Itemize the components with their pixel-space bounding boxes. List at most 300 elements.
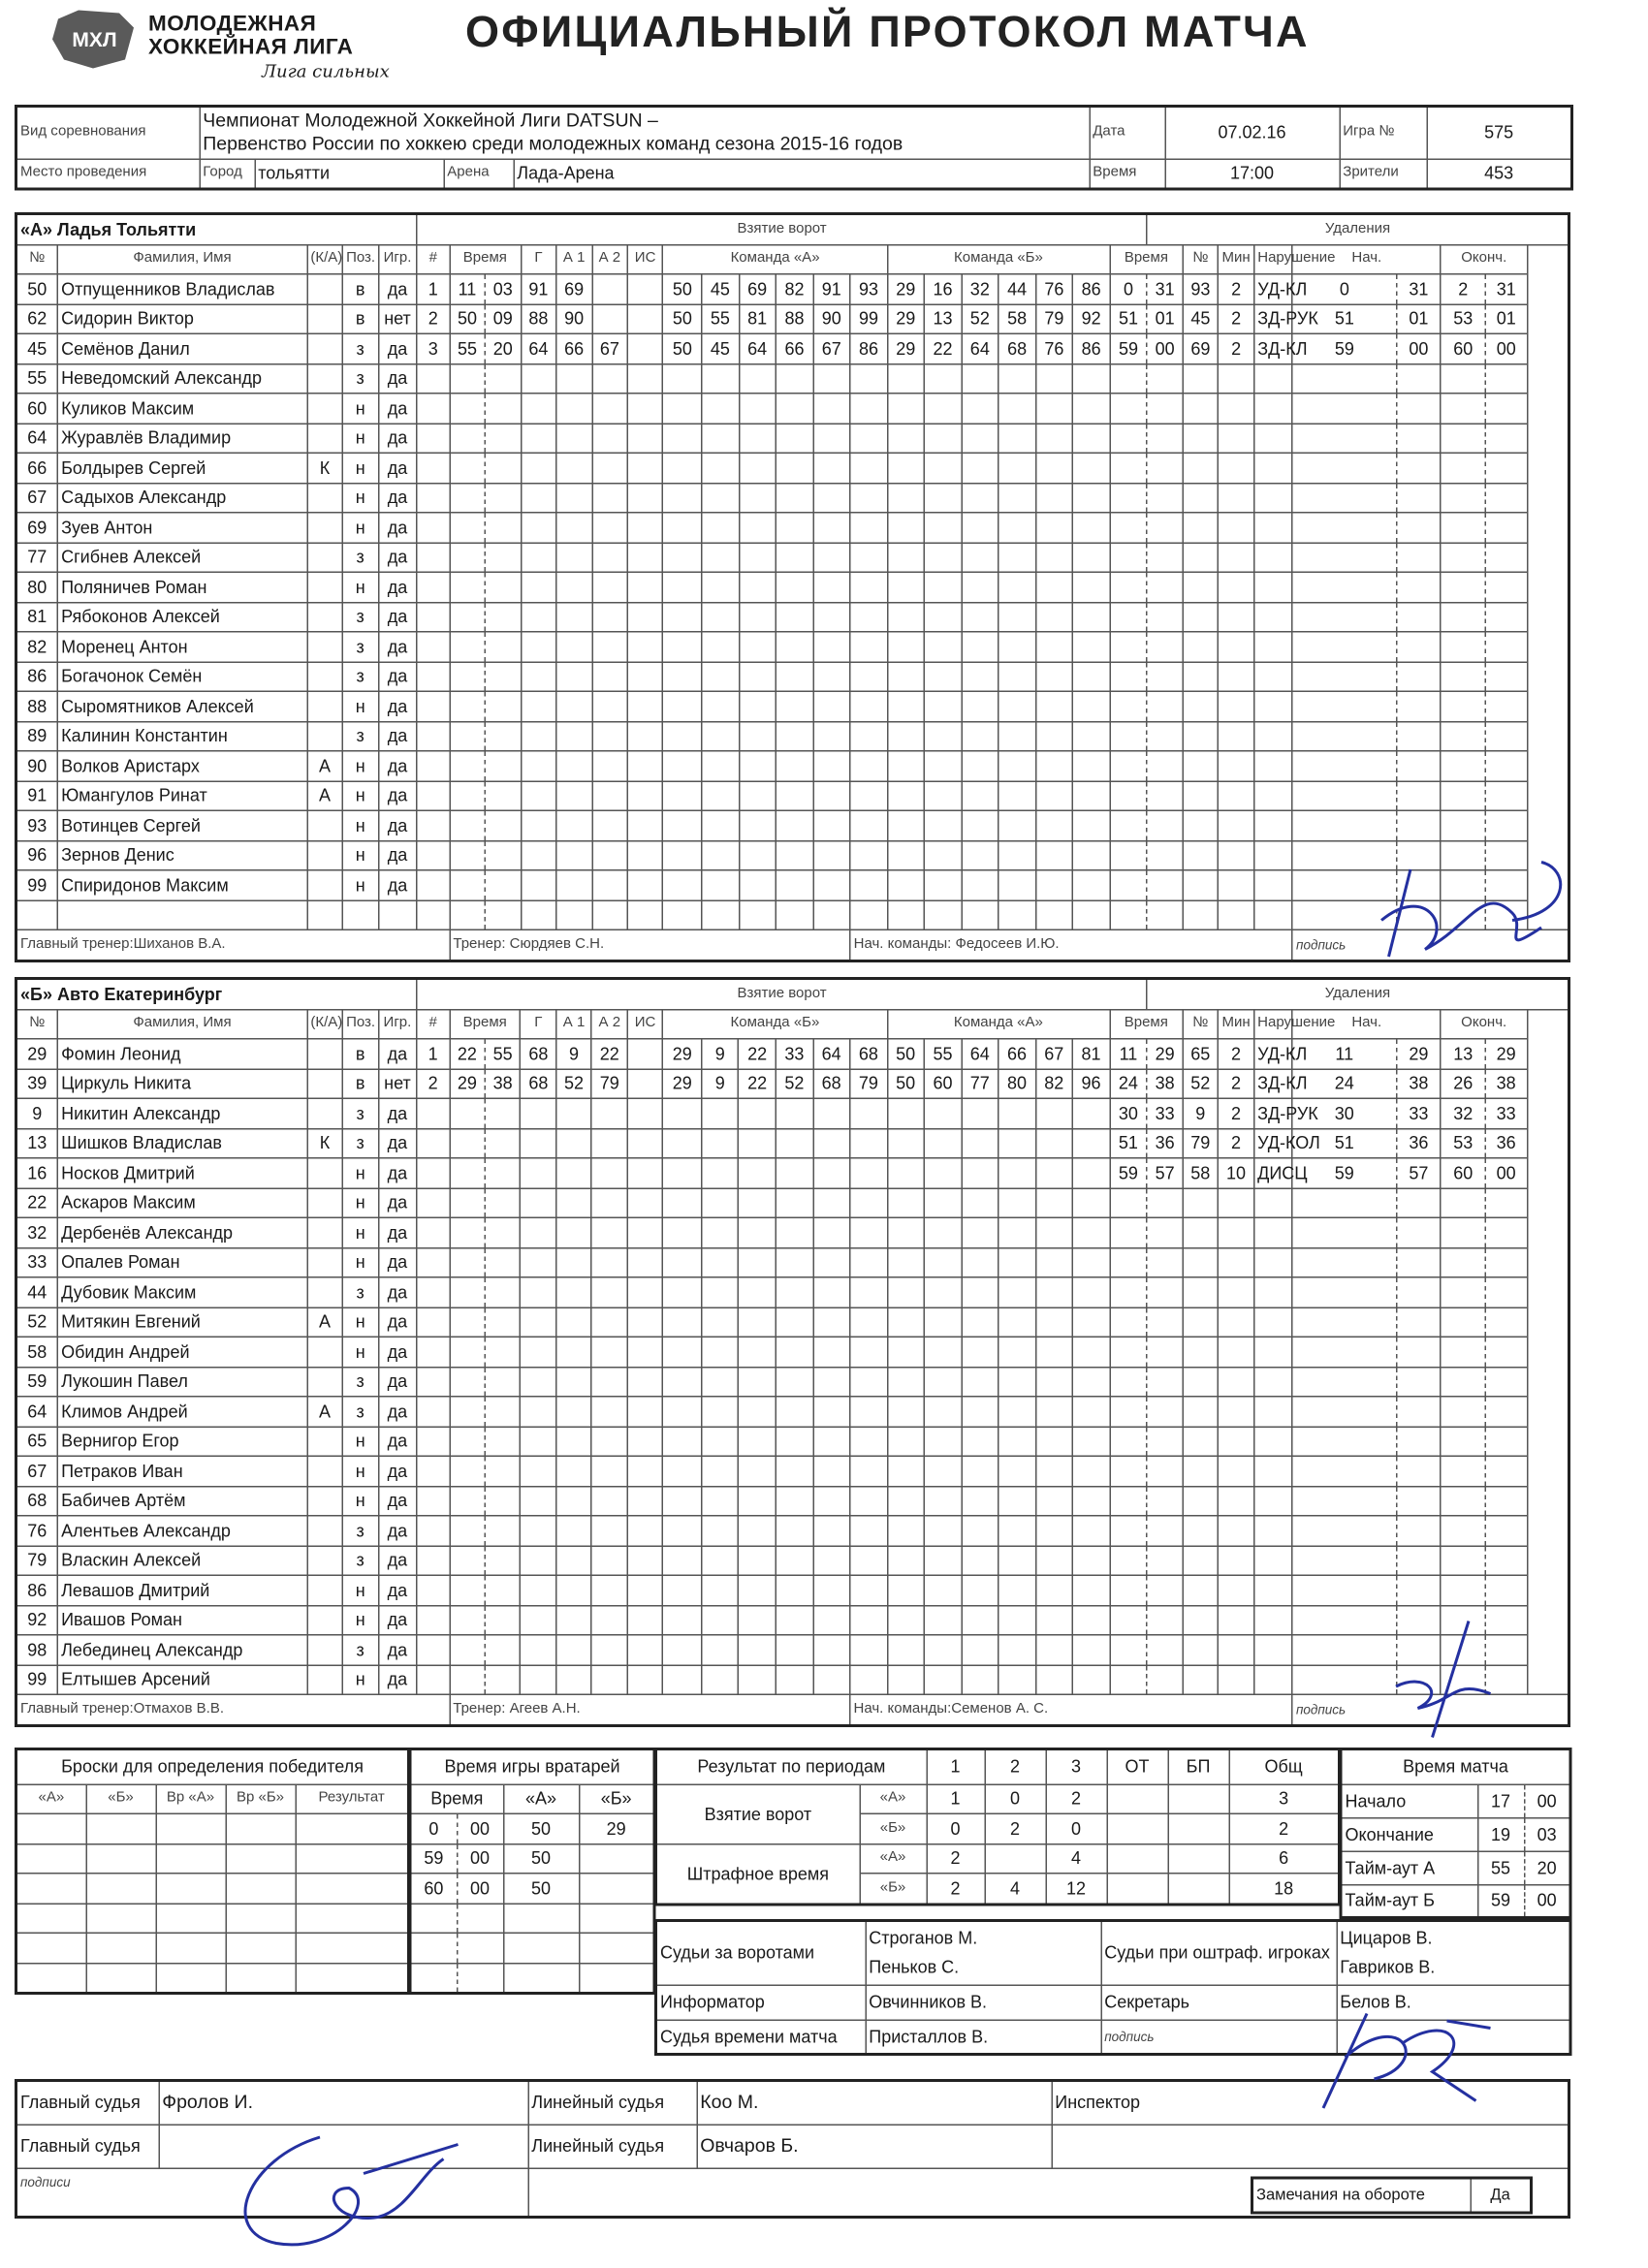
pen-start-sec bbox=[1396, 1427, 1441, 1457]
lineup-2-player bbox=[887, 1098, 924, 1128]
goal-assist-1 bbox=[556, 1158, 592, 1188]
lineup-1-player bbox=[776, 572, 812, 602]
goalie-row bbox=[410, 1843, 654, 1874]
pen-end-min bbox=[1441, 1337, 1485, 1367]
goal-minute bbox=[450, 1486, 486, 1516]
player-role bbox=[307, 840, 343, 870]
lineup-1-player bbox=[776, 1158, 812, 1188]
goal-minute bbox=[450, 602, 486, 632]
lineup-1-player bbox=[813, 1486, 850, 1516]
goal-assist-1 bbox=[556, 662, 592, 692]
lineup-1-player bbox=[850, 363, 887, 394]
player-row bbox=[16, 840, 1569, 870]
pen-player bbox=[1183, 1486, 1219, 1516]
lineup-1-player bbox=[663, 572, 702, 602]
pen-end-sec bbox=[1485, 900, 1527, 930]
pen-start-sec bbox=[1396, 572, 1441, 602]
col-pos: Поз. bbox=[342, 244, 378, 274]
goalie-second bbox=[457, 1963, 503, 1994]
pen-second: 00 bbox=[1147, 333, 1183, 363]
col-goal: Г bbox=[521, 1009, 556, 1039]
shootout-row bbox=[16, 1874, 409, 1904]
col-a1: А 1 bbox=[556, 1009, 592, 1039]
pen-end-min bbox=[1441, 602, 1485, 632]
player-role bbox=[307, 1158, 343, 1188]
match-time-hour: 59 bbox=[1477, 1884, 1524, 1918]
lineup-2-player bbox=[998, 721, 1035, 751]
pen-start-sec bbox=[1396, 1337, 1441, 1367]
goal-number bbox=[417, 1128, 450, 1158]
lineup-1-player: 69 bbox=[739, 274, 776, 304]
lineup-2-player bbox=[1035, 900, 1072, 930]
lineup-1-player bbox=[850, 483, 887, 513]
pen-minute bbox=[1110, 1635, 1148, 1665]
lineup-2-player bbox=[1035, 1486, 1072, 1516]
lineup-2-player bbox=[924, 363, 961, 394]
period-row bbox=[656, 1784, 1340, 1814]
lineup-1-player bbox=[739, 572, 776, 602]
player-played: да bbox=[378, 1427, 417, 1457]
lineup-1-player bbox=[739, 1665, 776, 1695]
player-played: да bbox=[378, 572, 417, 602]
pen-infraction: УД-КЛ bbox=[1253, 1039, 1292, 1069]
goal-assist-1 bbox=[556, 572, 592, 602]
goal-assist-1 bbox=[556, 1128, 592, 1158]
period-value: 3 bbox=[1229, 1784, 1340, 1814]
goal-assist-2 bbox=[591, 1217, 627, 1247]
period-value bbox=[1168, 1843, 1229, 1874]
pen-start-sec bbox=[1396, 810, 1441, 840]
goal-minute: 55 bbox=[450, 333, 486, 363]
player-played: да bbox=[378, 840, 417, 870]
lineup-2-player bbox=[887, 1605, 924, 1635]
period-value bbox=[1107, 1813, 1168, 1843]
lineup-1-player bbox=[663, 513, 702, 543]
goalie-b: 29 bbox=[579, 1813, 654, 1843]
goal-assist-2 bbox=[591, 1635, 627, 1665]
lineup-1-player bbox=[739, 1546, 776, 1576]
lineup-2-player bbox=[887, 900, 924, 930]
pen-end-sec: 01 bbox=[1485, 304, 1527, 334]
player-name: Дубовик Максим bbox=[57, 1277, 306, 1307]
lineup-2-player: 66 bbox=[998, 1039, 1035, 1069]
pen-end-min bbox=[1441, 1605, 1485, 1635]
player-number: 88 bbox=[16, 691, 58, 721]
pen-second bbox=[1147, 1247, 1183, 1277]
lineup-1-player bbox=[702, 394, 739, 424]
player-row bbox=[16, 1069, 1569, 1099]
pen-end-min bbox=[1441, 1307, 1485, 1338]
player-row bbox=[16, 483, 1569, 513]
lineup-2-player bbox=[1072, 1337, 1109, 1367]
goal-situation bbox=[627, 751, 663, 781]
lineup-1-player bbox=[702, 1516, 739, 1546]
match-time-hour: 17 bbox=[1477, 1784, 1524, 1818]
goal-situation bbox=[627, 1427, 663, 1457]
period-value bbox=[1107, 1843, 1168, 1874]
lineup-1-player bbox=[739, 1575, 776, 1605]
match-time-row bbox=[1341, 1784, 1570, 1818]
lineup-1-player bbox=[739, 424, 776, 454]
player-name: Юмангулов Ринат bbox=[57, 781, 306, 811]
lineup-1-player bbox=[663, 394, 702, 424]
goal-second bbox=[485, 1158, 521, 1188]
lineup-2-player bbox=[1073, 900, 1110, 930]
player-role bbox=[307, 1247, 343, 1277]
player-played: да bbox=[378, 662, 417, 692]
goal-scorer bbox=[521, 1665, 556, 1695]
lineup-1-player bbox=[776, 1188, 812, 1218]
lineup-1-player bbox=[776, 1427, 812, 1457]
goal-scorer bbox=[521, 781, 556, 811]
pen-second bbox=[1147, 870, 1183, 900]
lineup-2-player bbox=[924, 1665, 961, 1695]
head-coach: Главный тренер:Шиханов В.А. bbox=[16, 929, 450, 961]
shootout-cell bbox=[296, 1933, 409, 1963]
goal-scorer bbox=[521, 572, 556, 602]
ref-1: Фролов И. bbox=[159, 2081, 528, 2125]
player-position bbox=[342, 900, 378, 930]
goal-number bbox=[417, 1367, 450, 1397]
lineup-1-player bbox=[663, 1605, 702, 1635]
player-role bbox=[307, 1098, 343, 1128]
pen-second bbox=[1147, 1575, 1183, 1605]
pen-start-sec bbox=[1396, 513, 1441, 543]
goal-assist-1 bbox=[556, 691, 592, 721]
lineup-2-player bbox=[1035, 1188, 1072, 1218]
goal-assist-2 bbox=[592, 900, 628, 930]
goal-scorer bbox=[521, 453, 556, 483]
goal-minute bbox=[450, 1427, 486, 1457]
goal-scorer bbox=[521, 691, 556, 721]
lineup-2-player bbox=[998, 1486, 1035, 1516]
lineup-1-player bbox=[776, 1516, 812, 1546]
lineup-1-player bbox=[739, 394, 776, 424]
lineup-2-player: 29 bbox=[887, 304, 924, 334]
player-position: з bbox=[342, 602, 378, 632]
lineup-2-player bbox=[1035, 572, 1072, 602]
goalie-row bbox=[410, 1904, 654, 1934]
lineup-1-player bbox=[663, 751, 702, 781]
col-pen-end: Оконч. bbox=[1441, 244, 1527, 274]
pen-infraction bbox=[1253, 1247, 1292, 1277]
goal-second bbox=[485, 1456, 521, 1486]
lineup-2-player bbox=[1035, 513, 1072, 543]
pen-player bbox=[1183, 1605, 1219, 1635]
player-row bbox=[16, 572, 1569, 602]
pen-infraction bbox=[1253, 1605, 1292, 1635]
col-play: Игр. bbox=[378, 1009, 417, 1039]
lineup-1-player bbox=[776, 1098, 812, 1128]
lineup-2-player bbox=[1035, 840, 1072, 870]
player-role bbox=[307, 900, 343, 930]
pen-minutes bbox=[1219, 721, 1254, 751]
player-role bbox=[307, 691, 343, 721]
pen-infraction bbox=[1253, 1427, 1292, 1457]
lineup-2-player bbox=[962, 1247, 998, 1277]
lineup-2-player bbox=[962, 1128, 998, 1158]
pen-minutes bbox=[1219, 900, 1254, 930]
lineup-1-player bbox=[739, 662, 776, 692]
lineup-1-player bbox=[739, 363, 776, 394]
lineup-2-player bbox=[887, 394, 924, 424]
pen-end-min bbox=[1441, 1486, 1485, 1516]
pen-player: 65 bbox=[1183, 1039, 1219, 1069]
period-value bbox=[985, 1843, 1046, 1874]
goal-minute: 50 bbox=[450, 304, 486, 334]
goal-minute bbox=[450, 1456, 486, 1486]
lineup-2-player bbox=[887, 810, 924, 840]
goalie-b bbox=[579, 1874, 654, 1904]
lineup-2-player bbox=[887, 1307, 924, 1338]
pen-start-min bbox=[1292, 1307, 1396, 1338]
line-judge-2: Овчаров Б. bbox=[697, 2125, 1052, 2168]
team-a-table bbox=[15, 212, 1570, 961]
goal-assist-1 bbox=[556, 870, 592, 900]
goal-scorer bbox=[521, 1337, 556, 1367]
lineup-1-player bbox=[739, 751, 776, 781]
competition-label: Вид соревнования bbox=[16, 107, 200, 159]
pen-minute bbox=[1110, 1397, 1148, 1427]
shootout-cell bbox=[16, 1963, 86, 1994]
goal-number bbox=[417, 1665, 450, 1695]
player-number: 65 bbox=[16, 1427, 58, 1457]
lineup-1-player bbox=[776, 424, 812, 454]
pen-player bbox=[1183, 691, 1219, 721]
lineup-1-player bbox=[702, 1665, 739, 1695]
player-row bbox=[16, 333, 1569, 363]
pen-minutes bbox=[1219, 751, 1254, 781]
goal-situation bbox=[627, 394, 663, 424]
player-position: з bbox=[342, 1128, 378, 1158]
shootout-a: «А» bbox=[16, 1784, 86, 1814]
goal-situation bbox=[627, 1098, 663, 1128]
pen-player bbox=[1183, 662, 1219, 692]
player-row bbox=[16, 781, 1569, 811]
pen-second bbox=[1147, 572, 1183, 602]
pen-player: 9 bbox=[1183, 1098, 1219, 1128]
pen-start-min bbox=[1292, 602, 1396, 632]
referees-sign-label: подписи bbox=[16, 2168, 528, 2218]
pen-minute bbox=[1110, 1367, 1148, 1397]
lineup-1-player bbox=[663, 1575, 702, 1605]
lineup-1-player bbox=[850, 1486, 887, 1516]
pen-player bbox=[1183, 1575, 1219, 1605]
pen-player bbox=[1183, 543, 1219, 573]
goal-assist-1 bbox=[556, 1217, 592, 1247]
lineup-2-player bbox=[1073, 751, 1110, 781]
player-row bbox=[16, 1546, 1569, 1576]
player-number: 64 bbox=[16, 424, 58, 454]
goal-number bbox=[417, 840, 450, 870]
lineup-1-player bbox=[663, 662, 702, 692]
lineup-1-player bbox=[850, 602, 887, 632]
lineup-2-player bbox=[1073, 363, 1110, 394]
lineup-2-player bbox=[924, 1605, 961, 1635]
goal-assist-1 bbox=[556, 1575, 592, 1605]
goal-assist-2 bbox=[592, 394, 628, 424]
lineup-1-player bbox=[850, 691, 887, 721]
lineup-1-player bbox=[702, 1188, 739, 1218]
lineup-1-player bbox=[813, 1217, 850, 1247]
lineup-1-player bbox=[776, 870, 812, 900]
pen-minute bbox=[1110, 1307, 1148, 1338]
head-coach: Главный тренер:Отмахов В.В. bbox=[16, 1694, 450, 1725]
goalie-minute bbox=[410, 1933, 457, 1963]
goalie-a: 50 bbox=[503, 1843, 579, 1874]
goal-situation bbox=[627, 840, 663, 870]
lineup-2-player bbox=[962, 363, 998, 394]
player-row bbox=[16, 1277, 1569, 1307]
player-name: Вернигор Егор bbox=[57, 1427, 306, 1457]
pen-end-sec bbox=[1485, 394, 1527, 424]
goal-assist-1 bbox=[556, 632, 592, 662]
lineup-1-player bbox=[813, 1337, 850, 1367]
pen-infraction bbox=[1253, 543, 1292, 573]
goal-number bbox=[417, 1427, 450, 1457]
lineup-1-player bbox=[850, 1337, 887, 1367]
pen-end-sec bbox=[1485, 1277, 1527, 1307]
pen-end-sec bbox=[1485, 363, 1527, 394]
player-played: да bbox=[378, 363, 417, 394]
goal-second bbox=[485, 1367, 521, 1397]
competition-line-1: Чемпионат Молодежной Хоккейной Лиги DATSUN – bbox=[203, 109, 658, 132]
pen-minutes bbox=[1219, 840, 1254, 870]
player-role: А bbox=[307, 1307, 343, 1338]
goal-second bbox=[485, 751, 521, 781]
total-header: Общ bbox=[1229, 1749, 1340, 1784]
goal-assist-2 bbox=[592, 781, 628, 811]
player-row bbox=[16, 662, 1569, 692]
pen-start-sec bbox=[1396, 1486, 1441, 1516]
pen-end-sec bbox=[1485, 1575, 1527, 1605]
lineup-2-player bbox=[1035, 394, 1072, 424]
pen-start-sec bbox=[1396, 632, 1441, 662]
goal-assist-1 bbox=[556, 1098, 592, 1128]
goal-second bbox=[485, 870, 521, 900]
pen-second: 33 bbox=[1147, 1098, 1183, 1128]
pen-second bbox=[1147, 513, 1183, 543]
goal-second bbox=[485, 572, 521, 602]
lineup-2-player bbox=[887, 1486, 924, 1516]
goal-minute bbox=[450, 1188, 486, 1218]
pen-infraction: ЗД-КЛ bbox=[1253, 333, 1292, 363]
lineup-1-player bbox=[776, 1605, 812, 1635]
player-number: 60 bbox=[16, 394, 58, 424]
lineup-2-player bbox=[962, 1337, 998, 1367]
period-value: 0 bbox=[985, 1784, 1046, 1814]
goal-number bbox=[417, 721, 450, 751]
player-role bbox=[307, 333, 343, 363]
goal-scorer bbox=[521, 810, 556, 840]
lineup-1-player bbox=[739, 1337, 776, 1367]
goal-number bbox=[417, 900, 450, 930]
goalie-a bbox=[503, 1904, 579, 1934]
lineup-1-player bbox=[663, 1635, 702, 1665]
player-played: да bbox=[378, 1039, 417, 1069]
lineup-2-player bbox=[1073, 810, 1110, 840]
lineup-2-player bbox=[962, 1575, 998, 1605]
player-role bbox=[307, 602, 343, 632]
period-value: 4 bbox=[1046, 1843, 1107, 1874]
lineup-1-player bbox=[739, 900, 776, 930]
pen-start-min bbox=[1292, 1605, 1396, 1635]
period-team: «Б» bbox=[860, 1874, 927, 1905]
informer-name: Овчинников В. bbox=[866, 1985, 1101, 2020]
lineup-2-player bbox=[887, 840, 924, 870]
pen-second bbox=[1147, 751, 1183, 781]
goal-scorer bbox=[521, 662, 556, 692]
goal-number bbox=[417, 1635, 450, 1665]
lineup-2-player bbox=[998, 453, 1035, 483]
goalie-row bbox=[410, 1963, 654, 1994]
lineup-2-player bbox=[962, 1546, 998, 1576]
line-label-1: Линейный судья bbox=[528, 2081, 697, 2125]
pen-minute bbox=[1110, 572, 1148, 602]
player-played: нет bbox=[378, 1069, 417, 1099]
goal-situation bbox=[627, 1456, 663, 1486]
pen-start-sec: 38 bbox=[1396, 1069, 1441, 1099]
lineup-2-player bbox=[962, 424, 998, 454]
pen-end-min: 53 bbox=[1441, 1128, 1485, 1158]
pen-player bbox=[1183, 810, 1219, 840]
pen-end-sec: 00 bbox=[1485, 1158, 1527, 1188]
lineup-1-player: 67 bbox=[813, 333, 850, 363]
goal-minute bbox=[450, 1158, 486, 1188]
lineup-2-player bbox=[1035, 453, 1072, 483]
player-number: 91 bbox=[16, 781, 58, 811]
goal-assist-2 bbox=[592, 632, 628, 662]
col-lineup-1: Команда «Б» bbox=[663, 1009, 887, 1039]
pen-end-sec bbox=[1485, 1605, 1527, 1635]
lineup-1-player: 88 bbox=[776, 304, 812, 334]
col-pen-start: Нач. bbox=[1292, 244, 1441, 274]
player-role bbox=[307, 870, 343, 900]
pen-end-sec bbox=[1485, 1367, 1527, 1397]
pen-minute bbox=[1110, 513, 1148, 543]
player-number: 90 bbox=[16, 751, 58, 781]
pen-end-min bbox=[1441, 662, 1485, 692]
goal-assist-2 bbox=[592, 572, 628, 602]
pen-player: 69 bbox=[1183, 333, 1219, 363]
player-row bbox=[16, 424, 1569, 454]
lineup-2-player bbox=[998, 1247, 1035, 1277]
player-name: Куликов Максим bbox=[57, 394, 306, 424]
goal-second: 20 bbox=[485, 333, 521, 363]
lineup-2-player bbox=[924, 1247, 961, 1277]
pen-infraction: УД-КОЛ bbox=[1253, 1128, 1292, 1158]
goal-number bbox=[417, 424, 450, 454]
period-value bbox=[1168, 1874, 1229, 1905]
pen-infraction: УД-КЛ bbox=[1253, 274, 1292, 304]
shootout-cell bbox=[86, 1874, 156, 1904]
lineup-1-player bbox=[813, 1128, 850, 1158]
pen-player bbox=[1183, 1665, 1219, 1695]
lineup-2-player bbox=[998, 1665, 1035, 1695]
goal-situation bbox=[627, 781, 663, 811]
player-role bbox=[307, 1575, 343, 1605]
lineup-2-player bbox=[998, 1605, 1035, 1635]
pen-end-sec bbox=[1485, 721, 1527, 751]
pen-minutes bbox=[1219, 781, 1254, 811]
goal-assist-2 bbox=[592, 424, 628, 454]
lineup-1-player bbox=[776, 662, 812, 692]
pen-second: 36 bbox=[1147, 1128, 1183, 1158]
lineup-2-player bbox=[1035, 1575, 1072, 1605]
lineup-2-player bbox=[924, 810, 961, 840]
lineup-2-player bbox=[924, 840, 961, 870]
lineup-2-player bbox=[962, 1486, 998, 1516]
